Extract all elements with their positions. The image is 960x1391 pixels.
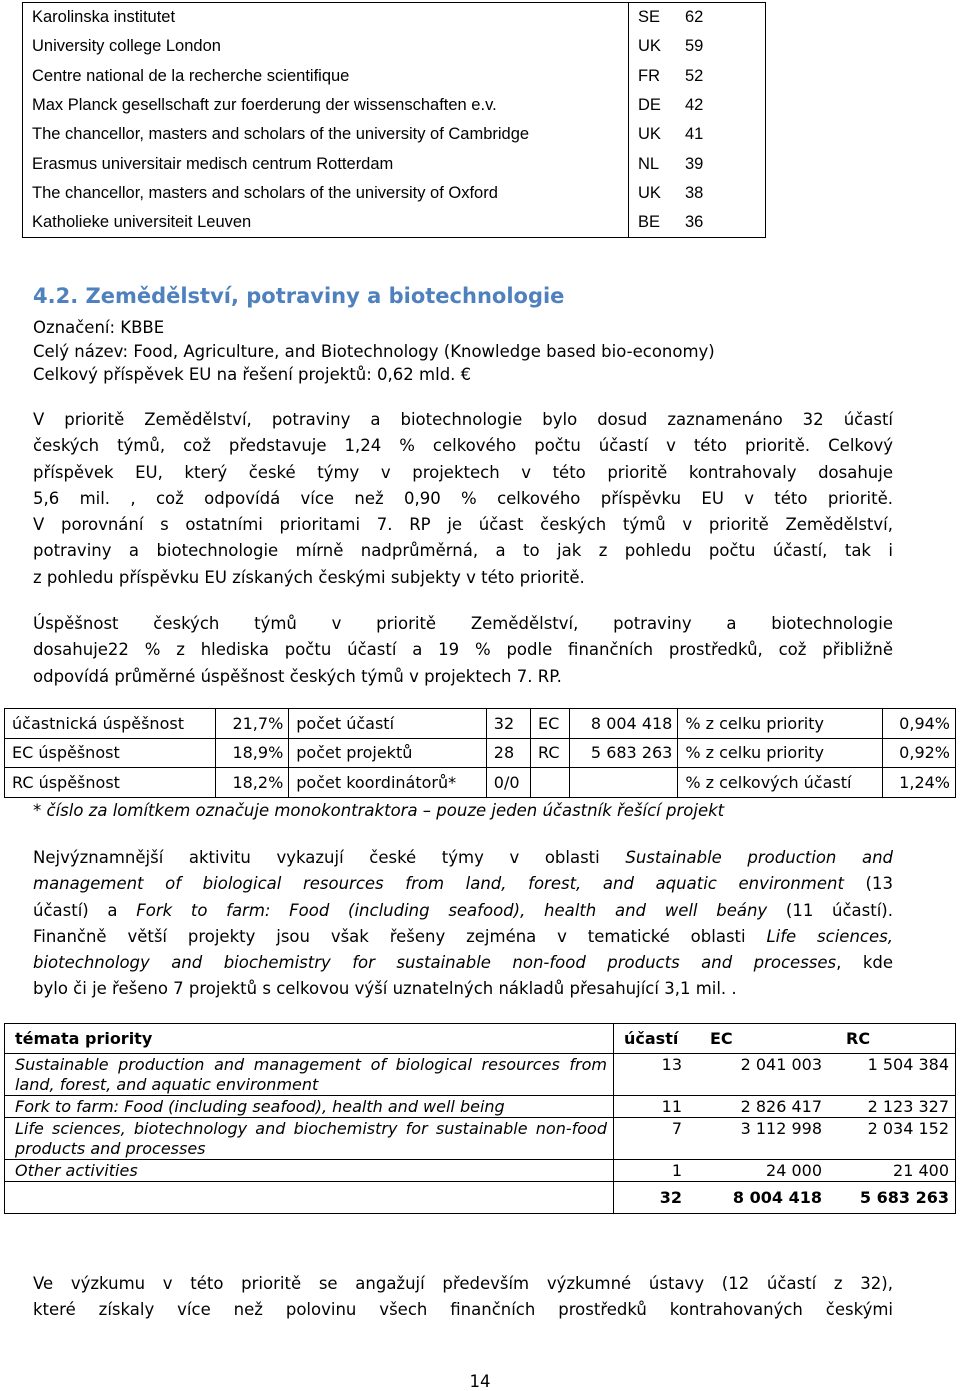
share-value: 1,24% (883, 768, 956, 798)
text-run: (13 (843, 874, 893, 894)
header-participations: účastí (614, 1024, 689, 1054)
share-label: % z celkových účastí (678, 768, 883, 798)
metric-value: 21,7% (216, 709, 289, 739)
topic-ec: 3 112 998 (688, 1118, 828, 1160)
share-value: 0,92% (883, 738, 956, 768)
topic-ec: 2 041 003 (688, 1054, 828, 1096)
institution-country: NL (638, 154, 660, 173)
paragraph-success (33, 611, 893, 690)
table-row (5, 1160, 956, 1182)
metric-value: 18,9% (216, 738, 289, 768)
topic-name-italic: management of biological resources from land, forest, and aquatic environment (33, 874, 844, 894)
paragraph-line: odpovídá průměrné úspěšnost českých týmů v projektech 7. RP. (33, 666, 562, 686)
table-row (23, 120, 766, 149)
paragraph-research-institutes (33, 1271, 893, 1324)
paragraph-participation (33, 407, 893, 591)
institution-country: BE (638, 213, 661, 232)
paragraph-line: potraviny a biotechnologie mírně nadprůměrná, a to jak z pohledu počtu účastí, tak i (33, 541, 893, 561)
institution-country: UK (638, 183, 661, 202)
institution-country: FR (638, 66, 660, 85)
count-value: 32 (486, 709, 530, 739)
institution-count: 41 (685, 125, 704, 144)
eu-contribution-line (33, 365, 471, 384)
paragraph-line (33, 898, 893, 924)
table-row (5, 1054, 956, 1096)
institution-name: Centre national de la recherche scientifique (23, 62, 629, 91)
table-row (23, 208, 766, 238)
institution-count: 62 (685, 8, 704, 27)
topic-participations: 7 (614, 1118, 689, 1160)
table-row (5, 1096, 956, 1118)
funding-value: 5 683 263 (570, 738, 678, 768)
table-row (23, 32, 766, 61)
total-rc: 5 683 263 (859, 1188, 949, 1207)
text-run: Finančně větší projekty jsou však řešeny zejména v tematické oblasti (33, 926, 767, 946)
funding-value: 8 004 418 (570, 709, 678, 739)
metric-value: 18,2% (216, 768, 289, 798)
table-row (5, 1118, 956, 1160)
table-row (23, 179, 766, 208)
table-row (5, 768, 956, 798)
topic-name: Other activities (5, 1160, 614, 1182)
topic-name-italic: Sustainable production and (625, 848, 894, 867)
institution-name: The chancellor, masters and scholars of the university of Oxford (23, 179, 629, 208)
count-label: počet účastí (289, 709, 487, 739)
paragraph-line: 5,6 mil. , což odpovídá více než 0,90 % celkového příspěvku EU v této prioritě. (33, 488, 893, 508)
metric-label: EC úspěšnost (5, 738, 216, 768)
count-value: 0/0 (486, 768, 530, 798)
metric-label: RC úspěšnost (5, 768, 216, 798)
funding-label: EC (531, 709, 570, 739)
text-run: , kde (836, 953, 894, 973)
topic-name: Fork to farm: Food (including seafood), health and well being (5, 1096, 614, 1118)
metric-label: účastnická úspěšnost (5, 709, 216, 739)
paragraph-line: z pohledu příspěvku EU získaných českými subjekty v této prioritě. (33, 567, 585, 587)
funding-value (570, 768, 678, 798)
header-rc: RC (828, 1024, 956, 1054)
eu-contribution-text: Celkový příspěvek EU na řešení projektů: 0,62 mld. (33, 365, 461, 384)
paragraph-activities (33, 845, 893, 1003)
paragraph-line (33, 976, 893, 1002)
paragraph-line: českých týmů, což představuje 1,24 % celkového počtu účastí v této prioritě. Celkový (33, 436, 893, 456)
institution-name: The chancellor, masters and scholars of the university of Cambridge (23, 120, 629, 149)
institution-country: DE (638, 96, 661, 115)
institution-count: 39 (685, 154, 704, 173)
topic-participations: 13 (614, 1054, 689, 1096)
institution-name: Karolinska institutet (23, 3, 629, 33)
topic-ec: 24 000 (688, 1160, 828, 1182)
euro-symbol-icon: € (460, 365, 472, 384)
institution-country: UK (638, 37, 661, 56)
total-participations: 32 (659, 1188, 682, 1207)
paragraph-line: které získaly více než polovinu všech finančních prostředků kontrahovaných českými (33, 1300, 893, 1320)
full-name-line: Celý název: Food, Agriculture, and Biotechnology (Knowledge based bio-economy) (33, 342, 715, 361)
topic-rc: 21 400 (828, 1160, 956, 1182)
topic-name-italic: Fork to farm: Food (including seafood), health and well beány (136, 900, 768, 920)
topic-rc: 2 034 152 (828, 1118, 956, 1160)
institution-country: SE (638, 8, 661, 27)
paragraph-line: dosahuje22 % z hlediska počtu účastí a 19 % podle finančních prostředků, což přibližně (33, 640, 893, 660)
header-ec: EC (688, 1024, 828, 1054)
paragraph-line: V prioritě Zemědělství, potraviny a biotechnologie bylo dosud zaznamenáno 32 účastí (33, 410, 893, 429)
institutions-table (22, 2, 766, 238)
footnote-monocontractor: * číslo za lomítkem označuje monokontraktora – pouze jeden účastník řešící projekt (33, 801, 725, 820)
success-stats-table (4, 708, 956, 798)
topic-name-italic: biotechnology and biochemistry for sustainable non-food products and processes (33, 953, 837, 973)
institution-country: UK (638, 125, 661, 144)
share-label: % z celku priority (678, 738, 883, 768)
paragraph-line (33, 871, 893, 897)
paragraph-line: V porovnání s ostatními prioritami 7. RP je účast českých týmů v prioritě Zemědělství, (33, 515, 893, 535)
total-ec: 8 004 418 (732, 1188, 822, 1207)
institution-name: Erasmus universitair medisch centrum Rotterdam (23, 149, 629, 178)
table-total-row (5, 1182, 956, 1214)
count-label: počet koordinátorů* (289, 768, 487, 798)
institution-name: Max Planck gesellschaft zur foerderung der wissenschaften e.v. (23, 91, 629, 120)
text-run: účastí) a (33, 900, 137, 920)
topic-name: Life sciences, biotechnology and biochemistry for sustainable non-food products and processes (5, 1118, 614, 1160)
topic-participations: 1 (614, 1160, 689, 1182)
total-label-cell (5, 1182, 614, 1214)
institution-name: Katholieke universiteit Leuven (23, 208, 629, 238)
table-row (23, 62, 766, 91)
table-row (23, 91, 766, 120)
paragraph-line: příspěvek EU, který české týmy v projektech v této prioritě kontrahovaly dosahuje (33, 462, 893, 482)
institution-count: 42 (685, 96, 704, 115)
funding-label (531, 768, 570, 798)
table-row (23, 3, 766, 33)
table-row (5, 738, 956, 768)
count-value: 28 (486, 738, 530, 768)
topic-rc: 1 504 384 (828, 1054, 956, 1096)
table-row (5, 709, 956, 739)
paragraph-line (33, 950, 893, 976)
share-value: 0,94% (883, 709, 956, 739)
topic-name: Sustainable production and management of biological resources from land, forest, and aquatic environment (5, 1054, 614, 1096)
institution-count: 38 (685, 183, 704, 202)
text-run: Nejvýznamnější aktivitu vykazují české týmy v oblasti (33, 848, 626, 867)
topic-ec: 2 826 417 (688, 1096, 828, 1118)
institution-count: 52 (685, 66, 704, 85)
page-number: 14 (469, 1372, 491, 1391)
institution-count: 36 (685, 213, 704, 232)
text-run: (11 účastí). (767, 900, 893, 920)
topic-participations: 11 (614, 1096, 689, 1118)
paragraph-line (33, 845, 893, 871)
topic-name-italic: Life sciences, (766, 926, 893, 946)
count-label: počet projektů (289, 738, 487, 768)
text-run: bylo či je řešeno 7 projektů s celkovou výší uznatelných nákladů přesahující 3,1 mil. . (33, 979, 737, 999)
paragraph-line (33, 924, 893, 950)
institution-name: University college London (23, 32, 629, 61)
paragraph-line: Ve výzkumu v této prioritě se angažují především výzkumné ústavy (12 účastí z 32), (33, 1274, 893, 1293)
section-heading: 4.2. Zemědělství, potraviny a biotechnologie (33, 284, 565, 308)
priority-topics-table (4, 1023, 956, 1214)
designation-line: Označení: KBBE (33, 318, 165, 337)
funding-label: RC (531, 738, 570, 768)
table-header-row (5, 1024, 956, 1054)
institution-count: 59 (685, 37, 704, 56)
header-topics: témata priority (5, 1024, 614, 1054)
table-row (23, 149, 766, 178)
share-label: % z celku priority (678, 709, 883, 739)
topic-rc: 2 123 327 (828, 1096, 956, 1118)
paragraph-line: Úspěšnost českých týmů v prioritě Zemědělství, potraviny a biotechnologie (33, 614, 893, 633)
